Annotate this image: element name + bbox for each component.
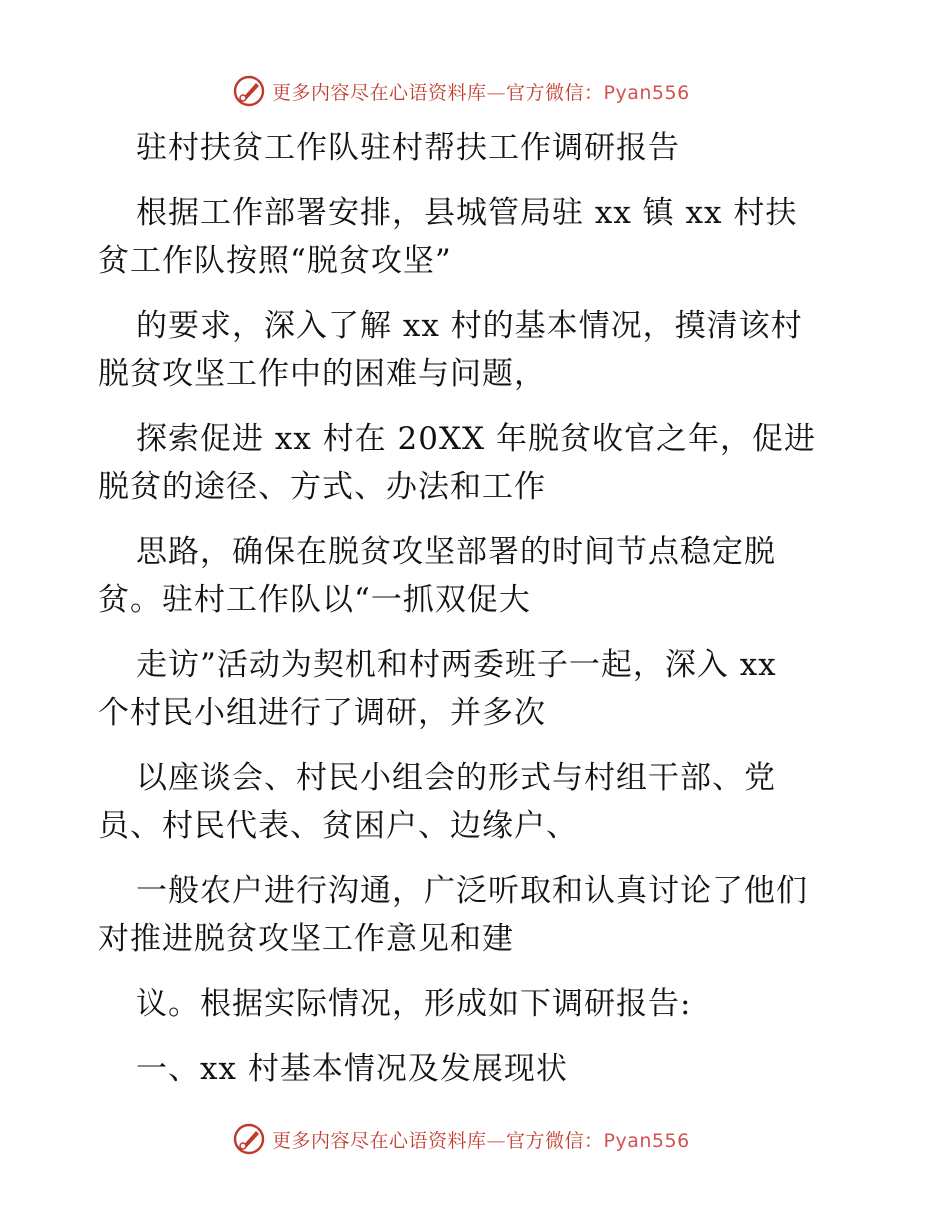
paragraph-line: 一般农户进行沟通，广泛听取和认真讨论了他们 bbox=[136, 873, 808, 909]
paragraph-line: 探索促进 xx 村在 20XX 年脱贫收官之年，促进 bbox=[136, 421, 816, 457]
paragraph-line: 对推进脱贫攻坚工作意见和建 bbox=[98, 921, 514, 957]
paragraph-line: 贫。驻村工作队以“一抓双促大 bbox=[98, 582, 531, 618]
paragraph-line: 以座谈会、村民小组会的形式与村组干部、党 bbox=[136, 760, 776, 796]
paragraph-line: 脱贫攻坚工作中的困难与问题， bbox=[98, 356, 546, 392]
paragraph-line: 贫工作队按照“脱贫攻坚” bbox=[98, 243, 452, 279]
document-title: 驻村扶贫工作队驻村帮扶工作调研报告 bbox=[136, 130, 680, 166]
paragraph-line: 的要求，深入了解 xx 村的基本情况，摸清该村 bbox=[136, 308, 803, 344]
paragraph-line: 根据工作部署安排，县城管局驻 xx 镇 xx 村扶 bbox=[136, 195, 798, 231]
document-body bbox=[98, 124, 858, 1093]
paragraph-line: 个村民小组进行了调研，并多次 bbox=[98, 695, 546, 731]
paragraph-line: 员、村民代表、贫困户、边缘户、 bbox=[98, 808, 578, 844]
quill-logo-icon bbox=[232, 1122, 266, 1156]
paragraph-line: 议。根据实际情况，形成如下调研报告: bbox=[136, 986, 692, 1022]
paragraph-line: 脱贫的途径、方式、办法和工作 bbox=[98, 469, 546, 505]
section-heading: 一、xx 村基本情况及发展现状 bbox=[136, 1051, 568, 1087]
paragraph-line: 走访”活动为契机和村两委班子一起，深入 xx bbox=[136, 647, 777, 683]
paragraph-line: 思路，确保在脱贫攻坚部署的时间节点稳定脱 bbox=[136, 534, 776, 570]
watermark-footer bbox=[232, 1120, 690, 1158]
watermark-text: 更多内容尽在心语资料库—官方微信：Pyan556 bbox=[272, 1129, 690, 1152]
quill-logo-icon bbox=[232, 74, 266, 108]
watermark-header bbox=[232, 72, 690, 110]
watermark-text: 更多内容尽在心语资料库—官方微信：Pyan556 bbox=[272, 81, 690, 104]
